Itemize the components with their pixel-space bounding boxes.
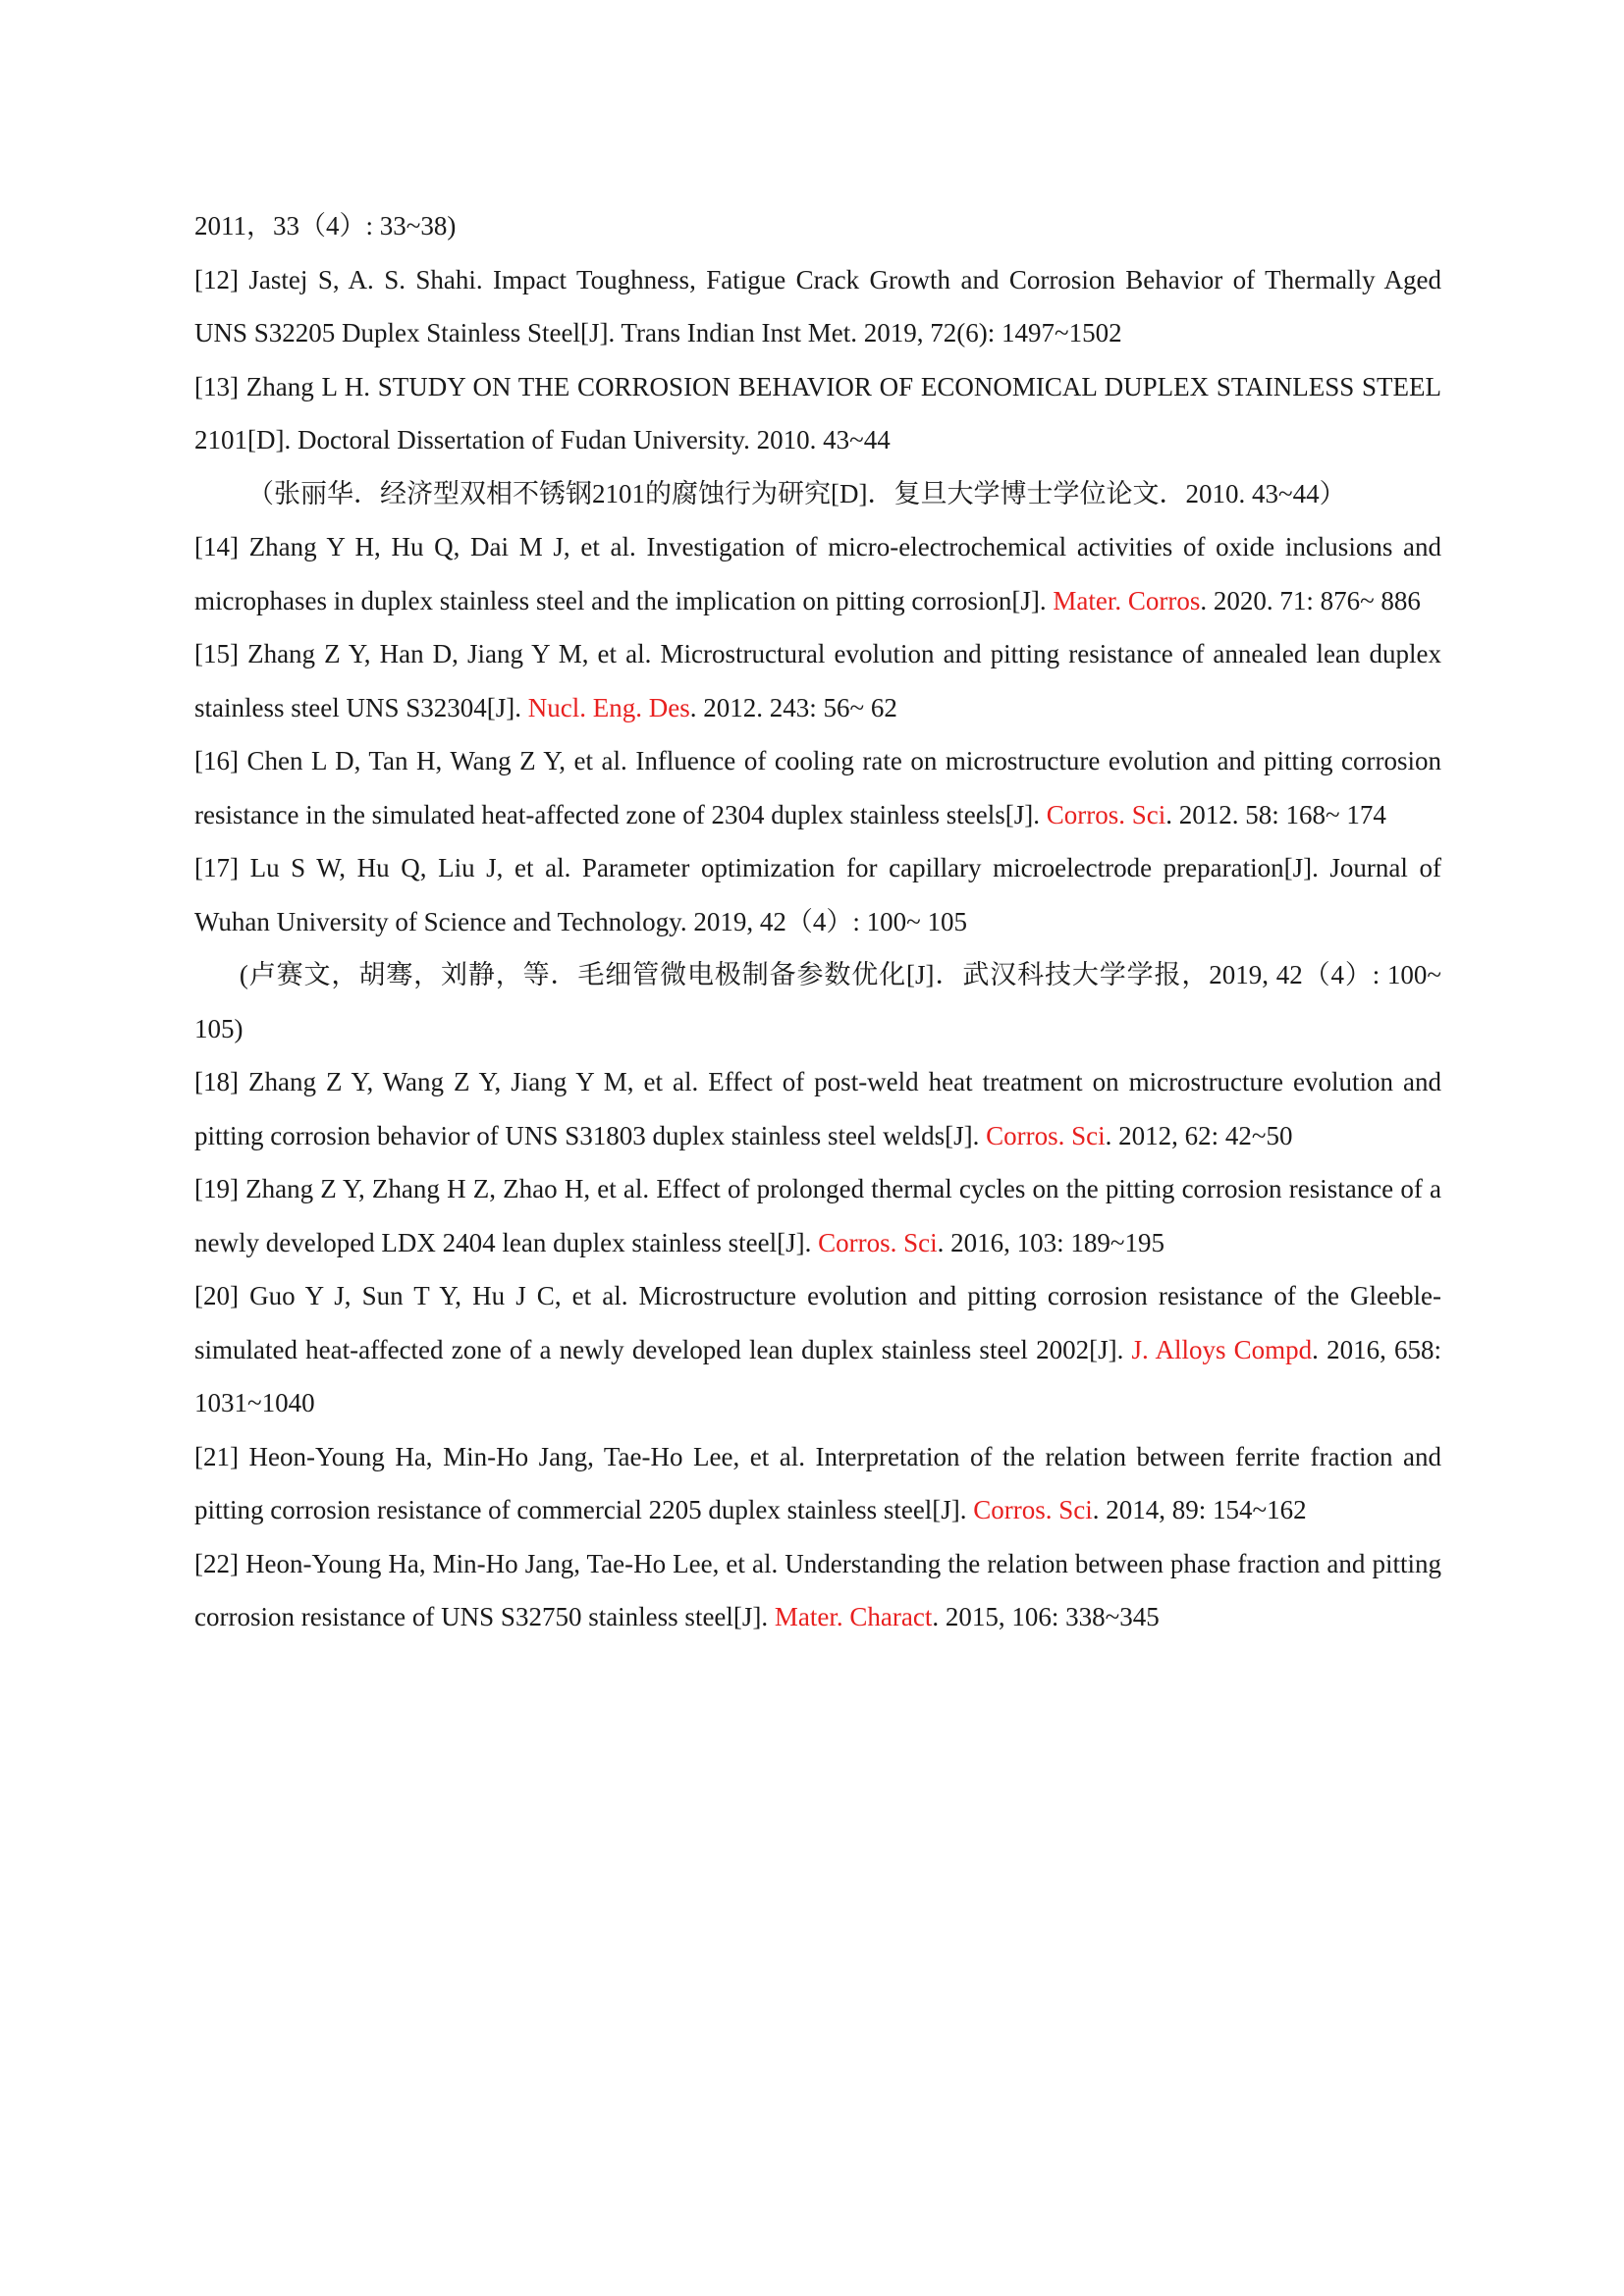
reference-text: [14] Zhang Y H, Hu Q, Dai M J, et al. Investigation of micro‐electrochemical activities of oxide inclusions and microphases in duplex stainless steel and the implication on pitting corrosion[J].: [194, 532, 1441, 615]
reference-text: . 2020. 71: 876~ 886: [1200, 585, 1421, 615]
reference-text: . 2012. 243: 56~ 62: [689, 692, 897, 722]
reference-entry-17-chinese: [194, 948, 1441, 1055]
reference-entry-13: [194, 360, 1441, 467]
reference-entry-13-chinese: [194, 467, 1441, 521]
reference-text: [22] Heon-Young Ha, Min-Ho Jang, Tae-Ho Lee, et al. Understanding the relation between phase fraction and pitting corrosion resistance of UNS S32750 stainless steel[J].: [194, 1548, 1441, 1631]
journal-name-link[interactable]: Mater. Corros: [1053, 585, 1201, 615]
reference-entry-20: [194, 1269, 1441, 1430]
reference-entry-21: [194, 1430, 1441, 1537]
reference-entry-14: [194, 520, 1441, 627]
reference-list: [194, 199, 1441, 1644]
journal-name-link[interactable]: Mater. Charact: [774, 1602, 933, 1631]
reference-text: [16] Chen L D, Tan H, Wang Z Y, et al. Influence of cooling rate on microstructure evolution and pitting corrosion resistance in the simulated heat-affected zone of 2304 duplex stainless steels[J].: [194, 746, 1441, 829]
reference-text: [17] Lu S W, Hu Q, Liu J, et al. Parameter optimization for capillary microelectrode preparation[J]. Journal of Wuhan University of Science and Technology. 2019, 42（4）: 100~ 105: [194, 853, 1441, 936]
reference-text: [12] Jastej S, A. S. Shahi. Impact Toughness, Fatigue Crack Growth and Corrosion Behavior of Thermally Aged UNS S32205 Duplex Stainless Steel[J]. Trans Indian Inst Met. 2019, 72(6): 1497~1502: [194, 264, 1441, 347]
reference-text: [15] Zhang Z Y, Han D, Jiang Y M, et al. Microstructural evolution and pitting resistance of annealed lean duplex stainless steel UNS S32304[J].: [194, 639, 1441, 722]
reference-entry-15: [194, 627, 1441, 734]
reference-text: . 2012. 58: 168~ 174: [1165, 799, 1386, 829]
journal-name-link[interactable]: J. Alloys Compd: [1131, 1334, 1313, 1364]
reference-text: [18] Zhang Z Y, Wang Z Y, Jiang Y M, et al. Effect of post-weld heat treatment on microstructure evolution and pitting corrosion behavior of UNS S31803 duplex stainless steel welds[J].: [194, 1067, 1441, 1150]
reference-entry-12: [194, 253, 1441, 360]
reference-entry-22: [194, 1537, 1441, 1644]
reference-entry-11-continued: [194, 199, 1441, 253]
reference-entry-17: [194, 841, 1441, 948]
reference-text: （张丽华．经济型双相不锈钢2101的腐蚀行为研究[D]．复旦大学博士学位论文．2010. 43~44）: [247, 478, 1346, 508]
reference-text: 2011，33（4）: 33~38): [194, 211, 457, 240]
reference-text: . 2012, 62: 42~50: [1105, 1120, 1293, 1150]
journal-name-link[interactable]: Corros. Sci: [973, 1495, 1093, 1524]
reference-text: [21] Heon-Young Ha, Min-Ho Jang, Tae-Ho Lee, et al. Interpretation of the relation between ferrite fraction and pitting corrosion resistance of commercial 2205 duplex stainless steel[J].: [194, 1441, 1441, 1524]
reference-entry-19: [194, 1162, 1441, 1269]
journal-name-link[interactable]: Corros. Sci: [818, 1227, 938, 1257]
journal-name-link[interactable]: Corros. Sci: [986, 1120, 1106, 1150]
reference-text: . 2016, 103: 189~195: [937, 1227, 1164, 1257]
reference-entry-18: [194, 1055, 1441, 1162]
reference-text: [20] Guo Y J, Sun T Y, Hu J C, et al. Microstructure evolution and pitting corrosion resistance of the Gleeble-simulated heat-affected zone of a newly developed lean duplex stainless steel 2002[J].: [194, 1281, 1441, 1364]
journal-name-link[interactable]: Corros. Sci: [1046, 799, 1166, 829]
reference-text: . 2014, 89: 154~162: [1092, 1495, 1307, 1524]
reference-text: [19] Zhang Z Y, Zhang H Z, Zhao H, et al. Effect of prolonged thermal cycles on the pitting corrosion resistance of a newly developed LDX 2404 lean duplex stainless steel[J].: [194, 1174, 1441, 1257]
reference-text: . 2015, 106: 338~345: [932, 1602, 1160, 1631]
reference-text: . 2016, 658: 1031~1040: [194, 1334, 1441, 1417]
journal-name-link[interactable]: Nucl. Eng. Des: [527, 692, 690, 722]
reference-text: [13] Zhang L H. STUDY ON THE CORROSION BEHAVIOR OF ECONOMICAL DUPLEX STAINLESS STEEL 2101[D]. Doctoral Dissertation of Fudan University. 2010. 43~44: [194, 371, 1441, 454]
reference-entry-16: [194, 734, 1441, 841]
reference-text: (卢赛文，胡骞，刘静，等．毛细管微电极制备参数优化[J]．武汉科技大学学报，2019, 42（4）: 100~ 105): [194, 960, 1441, 1043]
